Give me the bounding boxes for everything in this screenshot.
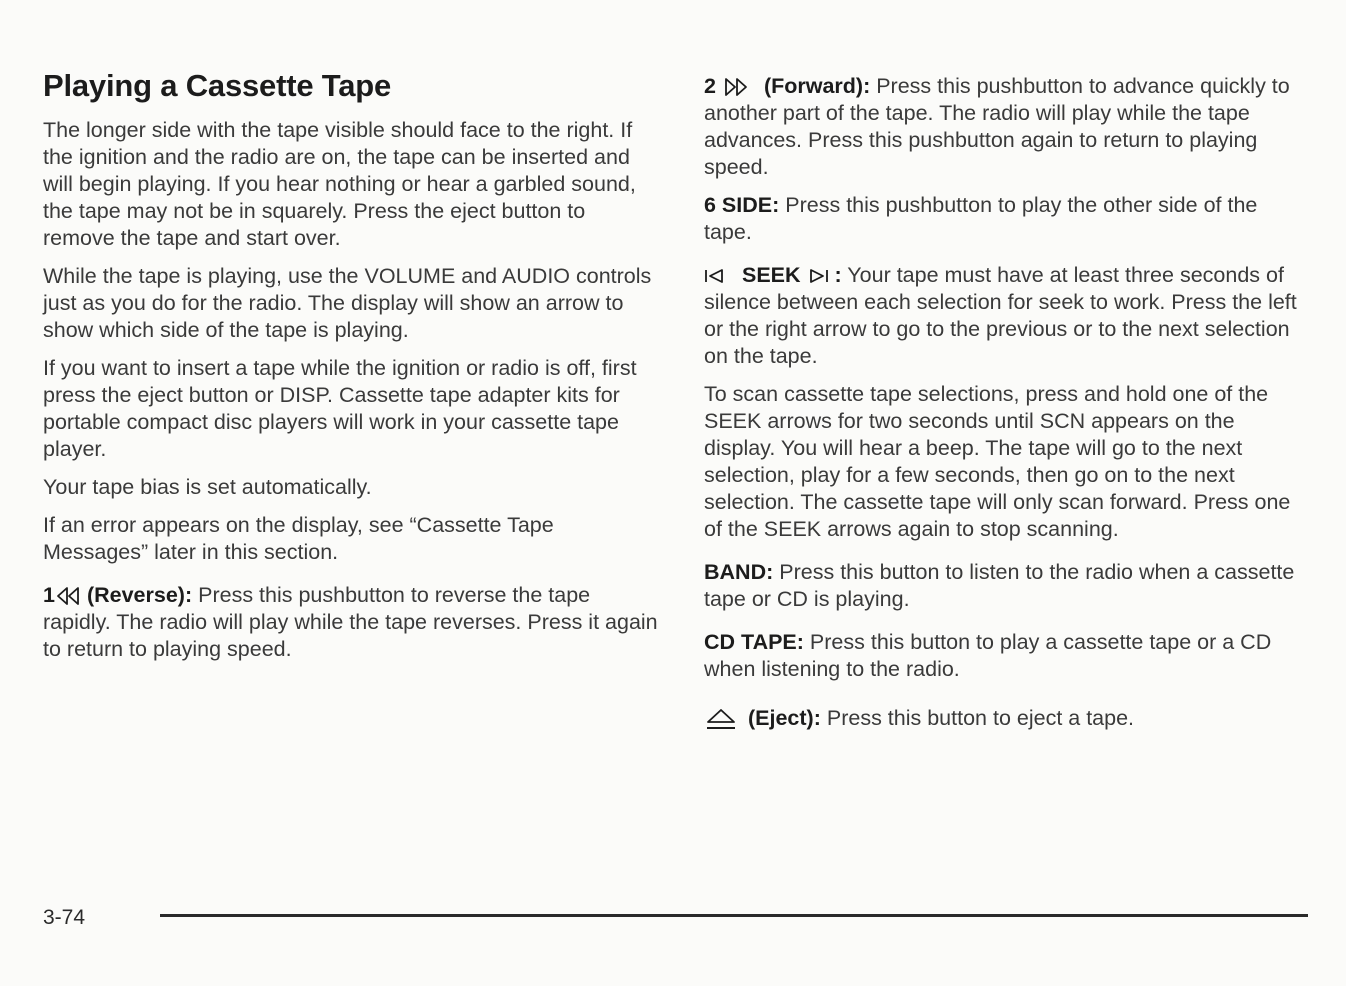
forward-text: Press this pushbutton to advance quickly to another part of the tape. The radio will play while the tape advances. Press this pushbutton again to return to playing speed. (704, 74, 1290, 179)
right-column (704, 73, 1309, 743)
band-entry (704, 559, 1309, 613)
forward-number: 2 (704, 74, 716, 98)
section-title: Playing a Cassette Tape (43, 68, 392, 103)
left-column (43, 64, 658, 674)
side-label: 6 SIDE: (704, 193, 780, 217)
forward-entry (704, 73, 1309, 181)
eject-icon (704, 706, 738, 732)
reverse-entry (43, 582, 658, 663)
side-entry (704, 192, 1309, 246)
paragraph-error: If an error appears on the display, see “Cassette Tape Messages” later in this section. (43, 513, 554, 564)
paragraph-volume-audio: While the tape is playing, use the VOLUME and AUDIO controls just as you do for the radio. The display will show an arrow to show which side of the tape is playing. (43, 264, 652, 342)
eject-entry (704, 705, 1309, 732)
scan-paragraph: To scan cassette tape selections, press and hold one of the SEEK arrows for two seconds until SCN appears on the display. You will hear a beep. The tape will go to the next selection, play for a few seconds, then go on to the next selection. The cassette tape will only scan forward. Press one of the SEEK arrows again to stop scanning. (704, 382, 1291, 541)
eject-label: (Eject): (748, 706, 821, 730)
seek-label: SEEK (741, 263, 801, 287)
reverse-text: Press this pushbutton to reverse the tape rapidly. The radio will play while the tape reverses. Press it again to return to playing speed. (43, 583, 658, 661)
forward-double-arrow-icon (722, 76, 758, 98)
band-text: Press this button to listen to the radio when a cassette tape or CD is playing. (704, 560, 1295, 611)
seek-text: Your tape must have at least three seconds of silence between each selection for seek to work. Press the left or the right arrow to go to the previous or to the next selection on the tape. (704, 263, 1297, 368)
band-label: BAND: (704, 560, 774, 584)
seek-back-icon (704, 267, 726, 285)
seek-colon: : (834, 263, 842, 287)
paragraph-tape-bias: Your tape bias is set automatically. (43, 475, 372, 499)
cdtape-text: Press this button to play a cassette tape or a CD when listening to the radio. (704, 630, 1272, 681)
cdtape-entry (704, 629, 1309, 683)
footer-divider (160, 914, 1308, 917)
cdtape-label: CD TAPE: (704, 630, 804, 654)
paragraph-ignition-off: If you want to insert a tape while the ignition or radio is off, first press the eject button or DISP. Cassette tape adapter kits for portable compact disc players will work in your cassette tape player. (43, 356, 637, 461)
eject-text: Press this button to eject a tape. (826, 706, 1135, 730)
forward-label: (Forward): (763, 74, 871, 98)
side-text: Press this pushbutton to play the other side of the tape. (704, 193, 1258, 244)
reverse-label: (Reverse): (86, 583, 193, 607)
page-number: 3-74 (43, 906, 86, 929)
reverse-number: 1 (43, 583, 55, 607)
reverse-double-arrow-icon (55, 585, 81, 607)
seek-forward-icon (807, 267, 829, 285)
paragraph-insert-tape: The longer side with the tape visible should face to the right. If the ignition and the radio are on, the tape can be inserted and will begin playing. If you hear nothing or hear a garbled sound, the tape may not be in squarely. Press the eject button to remove the tape and start over. (43, 118, 636, 250)
seek-entry (704, 262, 1309, 370)
